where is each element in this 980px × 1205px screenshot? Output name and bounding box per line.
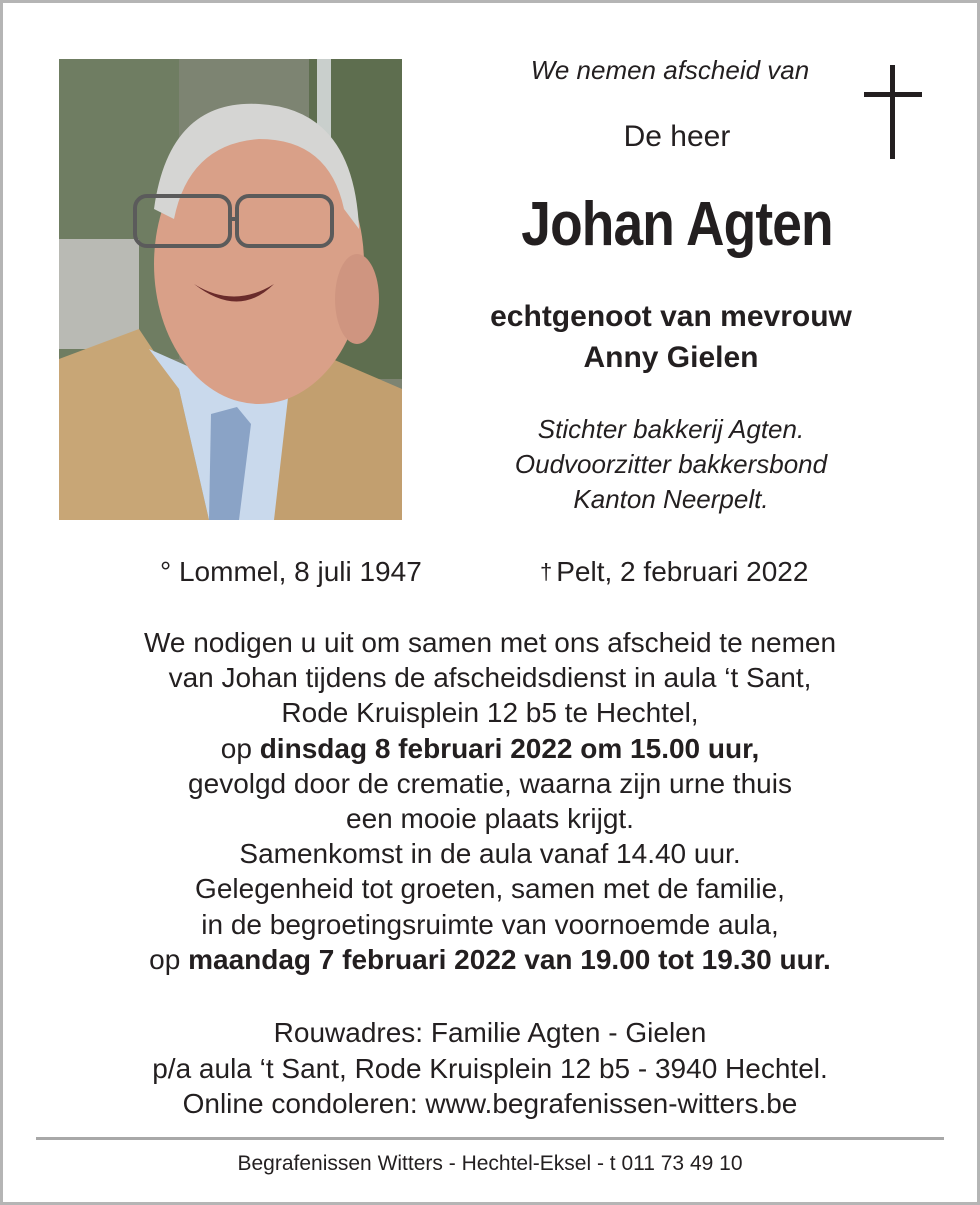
bio-line: Kanton Neerpelt. bbox=[573, 484, 769, 514]
honorific: De heer bbox=[623, 120, 731, 153]
spouse-name: Anny Gielen bbox=[583, 341, 759, 374]
bio-line: Oudvoorzitter bakkersbond bbox=[514, 449, 828, 479]
death-info bbox=[540, 556, 808, 588]
address-line: p/a aula ‘t Sant, Rode Kruisplein 12 b5 - 3940 Hechtel. bbox=[152, 1052, 828, 1084]
intro-text: We nemen afscheid van bbox=[530, 55, 810, 85]
condolence-link[interactable]: Online condoleren: www.begrafenissen-witters.be bbox=[182, 1088, 798, 1119]
funeral-home-footer: Begrafenissen Witters - Hechtel-Eksel - t 011 73 49 10 bbox=[237, 1152, 743, 1175]
mourning-address bbox=[0, 1015, 980, 1122]
address-line: Rouwadres: Familie Agten - Gielen bbox=[273, 1017, 707, 1048]
service-line: in de begroetingsruimte van voornoemde aula, bbox=[201, 908, 779, 940]
portrait-photo bbox=[59, 59, 402, 520]
bio-line: Stichter bakkerij Agten. bbox=[537, 414, 805, 444]
service-line: van Johan tijdens de afscheidsdienst in aula ‘t Sant, bbox=[168, 662, 812, 694]
divider bbox=[36, 1137, 944, 1140]
biography bbox=[440, 412, 902, 517]
deceased-name: Johan Agten bbox=[521, 190, 833, 259]
dagger-icon: † bbox=[540, 559, 553, 584]
death-text: Pelt, 2 februari 2022 bbox=[556, 556, 809, 587]
spouse-line-1: echtgenoot van mevrouw bbox=[490, 300, 852, 333]
service-line: Gelegenheid tot groeten, samen met de familie, bbox=[195, 873, 785, 905]
service-line: gevolgd door de crematie, waarna zijn urne thuis bbox=[188, 767, 792, 799]
service-line: Rode Kruisplein 12 b5 te Hechtel, bbox=[281, 697, 699, 729]
service-line: een mooie plaats krijgt. bbox=[346, 803, 634, 835]
birth-info: ° Lommel, 8 juli 1947 bbox=[160, 556, 422, 587]
service-details bbox=[0, 625, 980, 977]
service-datetime: op dinsdag 8 februari 2022 om 15.00 uur, bbox=[220, 732, 760, 764]
service-line: Samenkomst in de aula vanaf 14.40 uur. bbox=[239, 838, 741, 870]
service-line: We nodigen u uit om samen met ons afscheid te nemen bbox=[143, 627, 837, 658]
visitation-datetime: op maandag 7 februari 2022 van 19.00 tot 19.30 uur. bbox=[149, 943, 831, 975]
spouse-info bbox=[440, 296, 902, 378]
